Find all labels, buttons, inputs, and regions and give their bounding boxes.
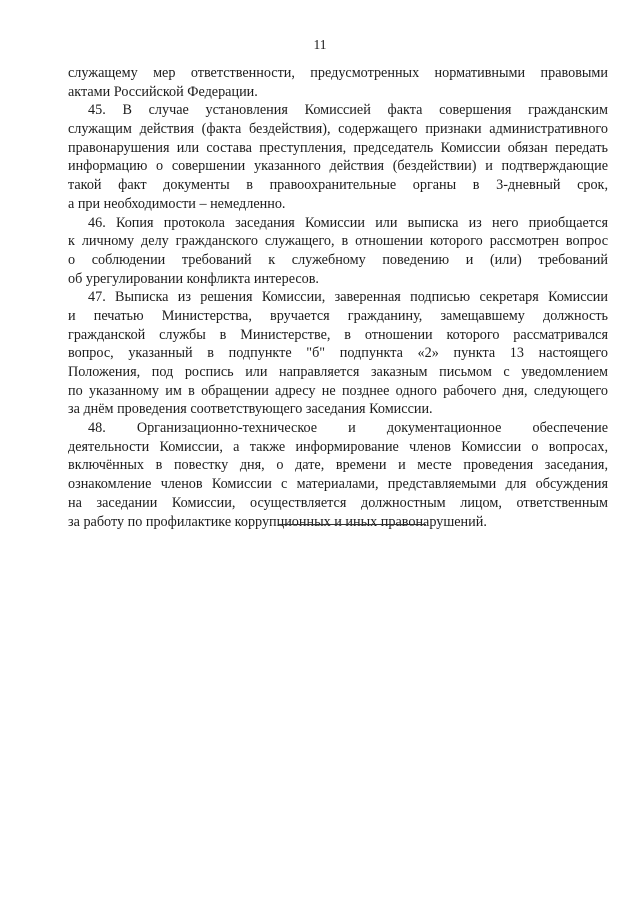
paragraph-line: вопрос, указанный в подпункте "б" подпункта «2» пункта 13 настоящего bbox=[68, 345, 608, 362]
paragraph-line: за днём проведения соответствующего заседания Комиссии. bbox=[68, 401, 433, 418]
paragraph-line: по указанному им в обращении адресу не позднее одного рабочего дня, следующего bbox=[68, 382, 608, 399]
paragraph-line: об урегулировании конфликта интересов. bbox=[68, 270, 319, 287]
paragraph-line: и печатью Министерства, вручается гражданину, замещавшему должность bbox=[68, 307, 608, 324]
paragraph-line: а при необходимости – немедленно. bbox=[68, 195, 286, 212]
paragraph-45 bbox=[68, 101, 608, 213]
paragraph-line: гражданской службы в Министерстве, в отношении которого рассматривался bbox=[68, 326, 608, 343]
paragraph-line: 47. Выписка из решения Комиссии, заверенная подписью секретаря Комиссии bbox=[88, 289, 608, 306]
page-number: 11 bbox=[313, 37, 327, 52]
continuation-paragraph bbox=[68, 64, 608, 101]
paragraph-line: ознакомление членов Комиссии с материалами, представляемыми для обсуждения bbox=[68, 476, 608, 493]
paragraph-line: правонарушения или состава преступления, председатель Комиссии обязан передать bbox=[68, 139, 608, 156]
paragraph-line: к личному делу гражданского служащего, в отношении которого рассмотрен вопрос bbox=[68, 233, 608, 250]
paragraph-48 bbox=[68, 419, 608, 531]
paragraph-line: Положения, под роспись или направляется заказным письмом с уведомлением bbox=[68, 364, 608, 380]
paragraph-line: информацию о совершении указанного действия (бездействии) и подтверждающие bbox=[68, 158, 608, 175]
paragraph-47 bbox=[68, 288, 608, 419]
paragraph-line: служащему мер ответственности, предусмотренных нормативными правовыми bbox=[68, 65, 608, 81]
paragraph-line: актами Российской Федерации. bbox=[68, 83, 258, 100]
paragraph-line: за работу по профилактике коррупционных и иных правонарушений. bbox=[68, 513, 487, 530]
paragraph-line: 46. Копия протокола заседания Комиссии или выписка из него приобщается bbox=[88, 214, 608, 231]
paragraph-line: о соблюдении требований к служебному поведению и (или) требований bbox=[68, 251, 608, 268]
document-body bbox=[68, 64, 608, 531]
paragraph-line: 48. Организационно-техническое и документационное обеспечение bbox=[88, 420, 608, 437]
paragraph-line: включённых в повестку дня, о дате, времени и месте проведения заседания, bbox=[68, 457, 608, 474]
paragraph-line: такой факт документы в правоохранительные органы в 3-дневный срок, bbox=[68, 177, 608, 194]
paragraph-line: служащим действия (факта бездействия), содержащего признаки административного bbox=[68, 121, 608, 138]
paragraph-line: на заседании Комиссии, осуществляется должностным лицом, ответственным bbox=[68, 494, 608, 511]
end-of-document-rule bbox=[279, 524, 426, 525]
paragraph-line: деятельности Комиссии, а также информирование членов Комиссии о вопросах, bbox=[68, 438, 608, 455]
paragraph-46 bbox=[68, 214, 608, 289]
paragraph-line: 45. В случае установления Комиссией факта совершения гражданским bbox=[88, 102, 608, 119]
